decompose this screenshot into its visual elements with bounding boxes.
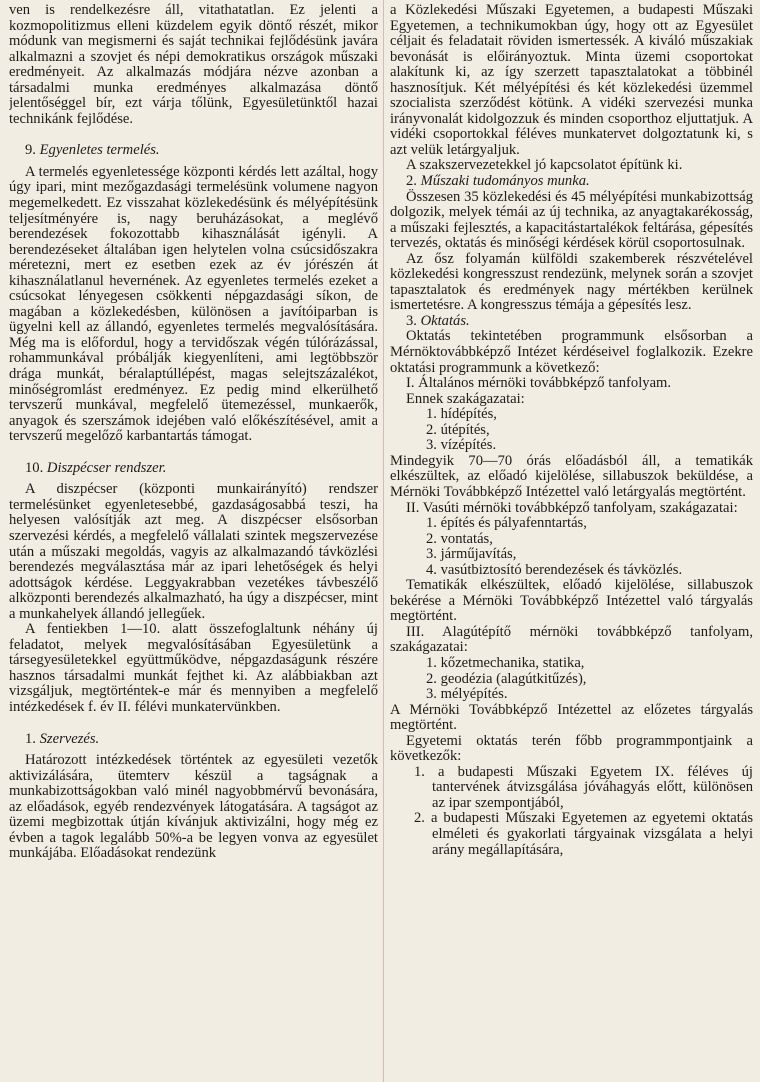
section-number: 9. — [25, 142, 36, 159]
course-2-title: II. Vasúti mérnöki továbbképző tanfolyam, szakágazatai: — [406, 499, 738, 516]
section-number: 3. — [406, 312, 417, 329]
list-item: 2. vontatás, — [426, 530, 493, 547]
section-number: 1. — [25, 730, 36, 747]
list-item: 1. a budapesti Műszaki Egyetem IX. féléves új tantervének átvizsgálása jóváhagyás előtt, különösen az ipar szempontjából, — [414, 763, 753, 811]
course-3-list — [390, 656, 753, 703]
list-item: 1. hídépítés, — [426, 406, 497, 423]
column-divider — [383, 0, 384, 1082]
paragraph-egyetemi: Egyetemi oktatás terén főbb programmpontjaink a következők: — [390, 732, 753, 765]
list-item: 3. járműjavítás, — [426, 546, 517, 563]
section-title: Szervezés. — [39, 730, 100, 747]
paragraph-course-3-note: A Mérnöki Továbbképző Intézettel az előzetes tárgyalás megtörtént. — [390, 701, 753, 734]
section-title: Műszaki tudományos munka. — [420, 173, 590, 190]
section-number: 10. — [25, 459, 44, 476]
course-2-list — [390, 516, 753, 578]
paragraph-munkabizottsagok: Összesen 35 közlekedési és 45 mélyépítési munkabizottság dolgozik, melyek témái az új technika, az anyagtakarékosság, a műszaki fejlesztés, a kapacitástartalékok feltárása, gépesítés tervezés, oktatás és minőségi kérdések körül csoportosulnak. — [390, 188, 753, 252]
paragraph-oktatas: Oktatás tekintetében programmunk elsősorban a Mérnöktovábbképző Intézet kérdéseivel foglalkozik. Ezekre oktatási programmunk a következő: — [390, 328, 753, 376]
course-1-list — [390, 407, 753, 454]
section-title: Diszpécser rendszer. — [46, 459, 167, 476]
paragraph-kongresszus: Az ősz folyamán külföldi szakemberek részvételével közlekedési kongresszust rendezünk, melynek során a szovjet tapasztalatok és eredmények nagy mértékben kerülnek ismertetésre. A kongresszus témája a gépesítés lesz. — [390, 250, 753, 314]
list-item: 1. kőzetmechanika, statika, — [426, 654, 585, 671]
paragraph-egyenletes: A termelés egyenletessége központi kérdés lett azáltal, hogy úgy ipari, mint mezőgazdasági termelésünk volumene nagyon megemelkedett. Ez visszahat közlekedésünk és mélyépítésünk teljesítményére is, nagy beruházásokat, a meglévő berendezések fokozottabb kihasználását igényli. A berendezéseket általában igen helytelen volna csúcsidőszakra méretezni, mert ez esetben ezek az év jórészén át kihasználatlanul hevernének. Az egyenletes termelés ezeket a csúcsokat lényegesen csökkenti népgazdasági síkon, de magában a közlekedésben, különösen a javítóiparban is ügyelni kell az állandó, egyenletes termelés megvalósítására. Még ma is előfordul, hogy a tervidőszak végén túlórázással, rohammunkával próbálják kiegyenlíteni, ami legtöbbször drága munkát, béralaptúllépést, magas selejtszázalékot, minőségromlást eredményez. Ez pedig mind elkerülhető tervszerű munkával, megfelelő ütemezéssel, munkaerők, anyagok és szerszámok idejében való előkészítésével, amit a tervszerű megelőző karbantartás támogat. — [9, 163, 378, 445]
left-column — [9, 3, 378, 1082]
section-heading-9 — [9, 143, 378, 159]
section-heading-3 — [390, 314, 753, 330]
list-item: 2. a budapesti Műszaki Egyetemen az egyetemi oktatás elméleti és gyakorlati tárgyainak vizsgálata a helyi arány megállapítására, — [414, 810, 753, 858]
course-1-subtitle: Ennek szakágazatai: — [406, 390, 525, 407]
paragraph-szakszervezetek: A szakszervezetekkel jó kapcsolatot építünk ki. — [406, 157, 683, 174]
section-heading-10 — [9, 461, 378, 477]
course-1-title: I. Általános mérnöki továbbképző tanfolyam. — [406, 375, 672, 392]
right-column — [390, 3, 753, 1082]
paragraph-diszpecser: A diszpécser (központi munkairányító) rendszer termelésünket egyenletesebbé, gazdaságosabbá teszi, ha helyesen valósítják azt meg. A diszpécser elsősorban szervezési kérdés, a megfelelő vállalati szintek megszervezése után a műszaki megoldás, vagyis az alkalmazandó távközlési berendezés megválasztása már az ipari lehetőségek és helyi adottságok kérdése. Leggyakrabban vezetékes távbeszélő alközponti berendezés alkalmazható, ha úgy a diszpécser, mint a munkahelyek állandó jellegűek. — [9, 481, 378, 622]
course-3-title: III. Alagútépítő mérnöki továbbképző tanfolyam, szakágazatai: — [390, 623, 753, 656]
list-item: 3. mélyépítés. — [426, 686, 508, 703]
list-item: 2. geodézia (alagútkitűzés), — [426, 670, 587, 687]
program-list — [390, 765, 753, 858]
list-item: 4. vasútbiztosító berendezések és távközlés. — [426, 561, 683, 578]
section-heading-2 — [390, 174, 753, 190]
paragraph-szervezes: Határozott intézkedések történtek az egyesületi vezetők aktivizálására, ütemterv készül a tagságnak a munkabizottságokban való minél nagyobbmérvű bevonására, az előadások, egyéb rendezvények látogatására. A tagságot az üzemi megbizottak útján kívánjuk aktivizálni, hogy még ez évben a tagok legalább 50%-a be legyen vonva az egyesület munkájába. Előadásokat rendezünk — [9, 752, 378, 862]
section-heading-1 — [9, 732, 378, 748]
list-item: 1. építés és pályafenntartás, — [426, 515, 587, 532]
list-item: 2. útépítés, — [426, 421, 490, 438]
section-title: Egyenletes termelés. — [39, 142, 160, 159]
paragraph-osszefoglalas: A fentiekben 1—10. alatt összefoglaltunk néhány új feladatot, melyek megvalósításában Egyesületünk a társegyesületekkel együttműködve, népgazdaságunk részére hasznos társadalmi munkát fejthet ki. Az alábbiakban azt vizsgáljuk, megtörténtek-e már és mennyiben a megfelelő intézkedések f. év II. félévi munkatervünkben. — [9, 621, 378, 715]
paragraph-course-2-note: Tematikák elkészültek, előadó kijelölése, sillabuszok bekérése a Mérnöki Továbbképző Intézettel való tárgyalás megtörtént. — [390, 577, 753, 625]
section-number: 2. — [406, 173, 417, 190]
section-title: Oktatás. — [420, 312, 470, 329]
paragraph-intro: ven is rendelkezésre áll, vitathatatlan. Ez jelenti a kozmopolitizmus elleni küzdelem egyik döntő részét, mikor módunk van megismerni és saját technikai fejlődésünk javára alkalmazni a szovjet és népi demokratikus országok műszaki eredményeit. Az alkalmazás módjára nézve azonban a társadalmi munka eredményes alkalmazása döntő jelentőséggel bír, ezt várja tőlünk, Egyesületünktől hazai technikánk fejlődése. — [9, 3, 378, 127]
list-item: 3. vízépítés. — [426, 437, 497, 454]
paragraph-course-1-note: Mindegyik 70—70 órás előadásból áll, a tematikák elkészültek, az előadó kijelölése, sillabuszok beküldése, a Mérnöki Továbbképző Intézettel való letárgyalás megtörtént. — [390, 452, 753, 500]
paragraph-continuation: a Közlekedési Műszaki Egyetemen, a budapesti Műszaki Egyetemen, a technikumokban úgy, hogy ott az Egyesület céljait és feladatait röviden ismertessék. A kiváló műszakiak bevonását is előirányoztuk. Minta üzemi csoportokat alakítunk ki, az így szerzett tapasztalatokat a többinél hasznosítjuk. Két mélyépítési és két közlekedési üzemmel szocialista szerződést kötünk. A vidéki szervezési munka irányvonalát kidolgozzuk és minden csoporthoz eljuttatjuk. A vidéki csoportokkal féléves munkatervet dolgoztatunk ki, s azt velük letárgyaljuk. — [390, 3, 753, 158]
